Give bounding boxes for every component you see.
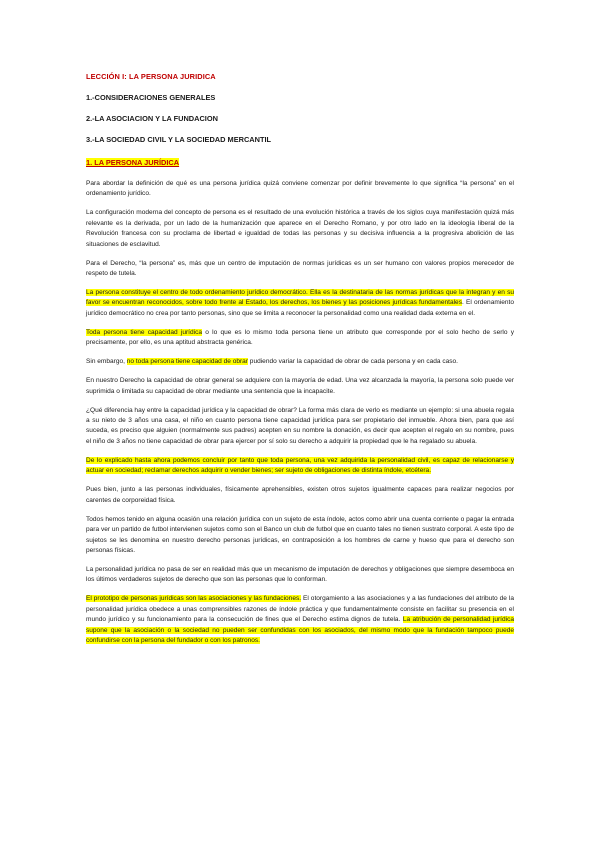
section-heading [86,158,514,167]
section-heading-text: 1. LA PERSONA JURÍDICA [86,158,180,167]
paragraph-8: ¿Qué diferencia hay entre la capacidad jurídica y la capacidad de obrar? La forma más clara de verlo es mediante un ejemplo: si una abuela regala a su nieto de 3 años una casa, el niño en cuanto persona tiene capacidad jurídica para ser propietario del inmueble. Ahora bien, para que así suceda, es preciso que alguien (normalmente sus padres) acepten en su nombre la donación, es decir que acepten el regalo en su nombre, pues el niño de 3 años no tiene capacidad de obrar para ejercer por sí solo su derecho a adquirir la propiedad que le ha regalado su abuela. [86,406,514,445]
toc-item-2: 2.-LA ASOCIACION Y LA FUNDACION [86,114,218,123]
paragraph-7: En nuestro Derecho la capacidad de obrar general se adquiere con la mayoría de edad. Una vez alcanzada la mayoría, la persona solo puede ver suprimida o limitada su capacidad de obrar mediante una sentencia que la incapacite. [86,377,514,395]
paragraph-3: Para el Derecho, “la persona” es, más que un centro de imputación de normas jurídicas es un ser humano con valores propios merecedor de respeto de tutela. [86,259,514,278]
paragraph-text: Sin embargo, [86,358,127,366]
paragraph-11: Todos hemos tenido en alguna ocasión una relación jurídica con un sujeto de esta índole, actos como abrir una cuenta corriente o pagar la entrada para ver un partido de futbol intervienen sujetos como son el Banco un club de futbol que en cuanto tales no tienen sustrato corporal. A este tipo de sujetos se les denomina en nuestro derecho personas jurídicas, en contraposición a los hombres de carne y hueso que para el derecho son personas físicas. [86,515,514,554]
paragraph-10: Pues bien, junto a las personas individuales, físicamente aprehensibles, existen otros sujetos igualmente capaces para realizar negocios por carentes de corporeidad física. [86,486,514,504]
lesson-title: LECCIÓN I: LA PERSONA JURIDICA [86,72,216,81]
paragraph-9 [86,456,514,477]
paragraph-text: . [398,616,403,624]
highlight-text: La atribución de personalidad jurídica supone que la asociación o la sociedad no pueden ser confundidas con los asociados, del mismo modo que la fundación tampoco puede confundirse con la persona del fundador o con los patronos. [86,616,514,644]
paragraph-13 [86,594,514,646]
paragraph-4 [86,288,514,319]
toc-item-1: 1.-CONSIDERACIONES GENERALES [86,93,216,102]
highlight-text: El prototipo de personas jurídicas son las asociaciones y las fundaciones. [86,595,302,603]
highlight-text: no toda persona tiene capacidad de obrar [126,358,248,366]
paragraph-6 [86,357,514,367]
highlight-text: De lo explicado hasta ahora podemos concluir por tanto que toda persona, una vez adquirida la personalidad civil, es capaz de relacionarse y actuar en sociedad; reclamar derechos adquirir o vender bienes; ser sujeto de obligaciones de distinta índole, etcétera. [86,456,514,475]
paragraph-2: La configuración moderna del concepto de persona es el resultado de una evolución histórica a través de los siglos cuya manifestación quizá más relevante es la derivada, por un lado de la humanización que aparece en el Derecho Romano, y por otro lado en la ideología liberal de la Revolución francesa con su proclama de libertad e igualdad de todas las personas y su decisiva influencia a la progresiva abolición de las situaciones de esclavitud. [86,209,514,248]
highlight-text: La persona constituye el centro de todo ordenamiento jurídico democrático. Ella es la destinataria de las normas jurídicas que la integran y en su favor se encuentran reconocidos, sobre todo frente al Estado, los derechos, los bienes y las posiciones jurídicas fundamentales [86,289,514,307]
paragraph-text: o lo que es lo mismo toda persona tiene un atributo que corresponde por el solo hecho de serlo y precisamente, por ello, es una aptitud abstracta genérica. [86,328,514,347]
paragraph-text: El otorgamiento a las asociaciones y a las fundaciones del atributo de la personalidad jurídica obedece a unas comprensibles razones de índole práctica y que fundamentalmente consiste en facilitar su presencia en el mundo jurídico y su funcionamiento para la consecución de fines que el Derecho estima dignos de tutela [86,595,515,624]
paragraph-12: La personalidad jurídica no pasa de ser en realidad más que un mecanismo de imputación de derechos y obligaciones que siempre desemboca en los últimos verdaderos sujetos de derecho que son las personas que lo conforman. [86,565,514,584]
toc-item-3: 3.-LA SOCIEDAD CIVIL Y LA SOCIEDAD MERCANTIL [86,135,272,144]
paragraph-5 [86,328,514,349]
highlight-text: Toda persona tiene capacidad jurídica [86,328,202,336]
paragraph-1: Para abordar la definición de qué es una persona jurídica quizá conviene comenzar por definir brevemente lo que significa “la persona” en el ordenamiento jurídico. [86,180,514,198]
paragraph-text: pudiendo variar la capacidad de obrar de cada persona y en cada caso. [247,358,458,366]
paragraph-text: . El ordenamiento jurídico democrático no crea por tanto personas, sino que se limita a reconocer la personalidad como una realidad dada externa en el. [86,299,514,317]
document-body [86,72,514,655]
